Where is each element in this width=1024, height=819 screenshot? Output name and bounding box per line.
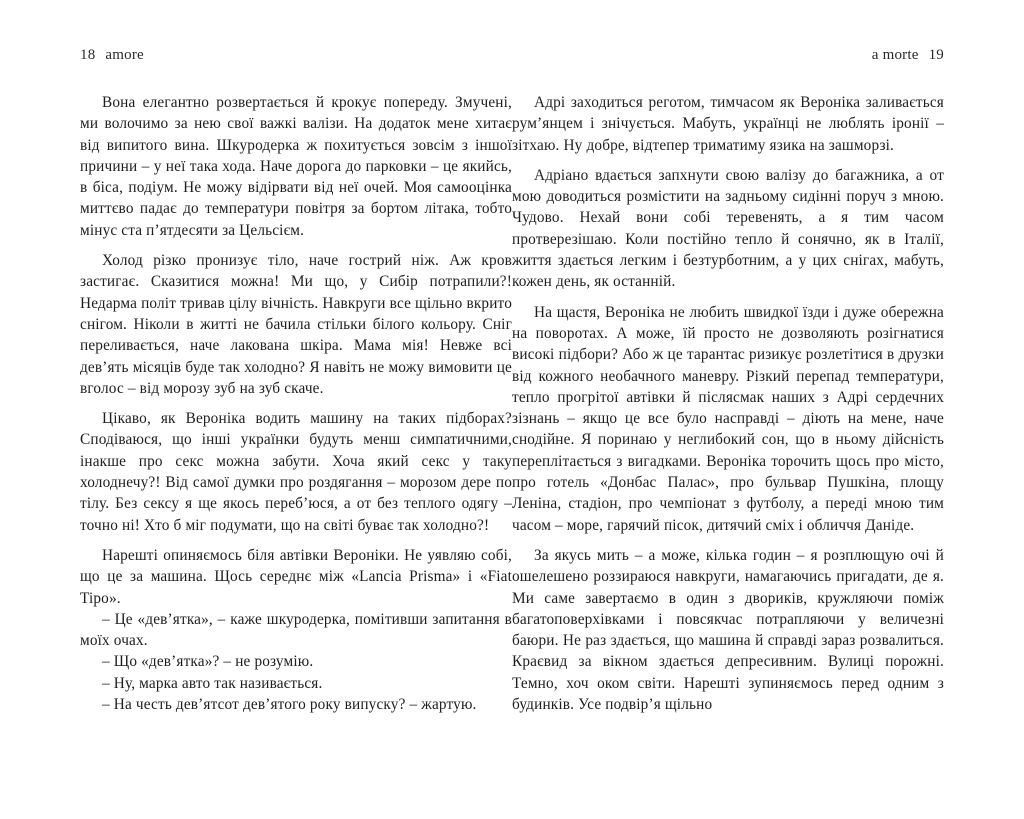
dialogue-line: – На честь дев’ятсот дев’ятого року випуску? – жартую. — [102, 696, 477, 714]
paragraph: Цікаво, як Вероніка водить машину на таких підборах? Сподіваюся, що інші українки будуть менш симпатичними, інакше про секс можна забути. Хоча який секс у таку холоднечу?! Від самої думки про роздягання – морозом дере по тілу. Без сексу я ще якось переб’юся, а от без теплого одягу – точно ні! Хто б міг подумати, що на світі буває так холодно?! — [80, 410, 512, 534]
right-page-number: 19 — [928, 47, 944, 63]
left-page — [80, 0, 512, 819]
dialogue-line: – Ну, марка авто так називається. — [102, 674, 323, 692]
left-running-head: amore — [105, 47, 144, 63]
left-page-text — [80, 92, 512, 715]
right-page-text — [512, 92, 944, 715]
paragraph: Нарешті опиняємось біля автівки Вероніки. Не уявляю собі, що це за машина. Щось середнє між «Lancia Prisma» і «Fiat Tipo». — [80, 546, 512, 607]
paragraph: Адріано вдається запхнути свою валізу до багажника, а от мою доводиться розмістити на задньому сидінні поруч з мною. Чудово. Нехай вони собі теревенять, а я тим часом протверезішаю. Коли постійно тепло й сонячно, як в Італії, життя здається легким і безтурботним, а у цих снігах, мабуть, кожен день, як останній. — [512, 166, 944, 291]
left-page-number: 18 — [80, 47, 96, 63]
paragraph: Холод різко пронизує тіло, наче гострий ніж. Аж кров застигає. Сказитися можна! Ми що, у Сибір потрапили?! Недарма політ тривав цілу вічність. Навкруги все щільно вкрито снігом. Ніколи в житті не бачила стільки білого кольору. Сніг переливається, наче лакована шкіра. Мама мія! Невже всі дев’ять місяців буде так холодно? Я навіть не можу вимовити це вголос – від морозу зуб на зуб скаче. — [80, 252, 512, 397]
paragraph: За якусь мить – а може, кілька годин – я розплющую очі й ошелешено роззираюся навкруги, намагаючись пригадати, де я. Ми саме завертаємо в один з двориків, кружляючи поміж багатоповерхівками і повсякчас потрапляючи у величезні баюри. Не раз здається, що машина й справді зараз розвалиться. Краєвид за вікном здається депресивним. Вулиці порожні. Темно, хоч оком світи. Нарешті зупиняємось перед одним з будинків. Усе подвір’я щільно — [512, 546, 944, 714]
right-page — [512, 0, 944, 819]
right-header — [872, 47, 944, 64]
paragraph: Вона елегантно розвертається й крокує попереду. Змучені, ми волочимо за нею свої важкі валізи. На додаток мене хитає від випитого вина. Шкуродерка ж похитується зовсім з іншої причини – у неї така хода. Наче дорога до парковки – це якийсь, в біса, подіум. Не можу відірвати від неї очей. Моя самооцінка миттєво падає до температури повітря за бортом літака, тобто мінус ста п’ятдесяти за Цельсієм. — [80, 94, 512, 239]
paragraph: Адрі заходиться реготом, тимчасом як Вероніка заливається рум’янцем і знічується. Мабуть, українці не люблять іронії – зітхаю. Ну добре, відтепер триматиму язика на зашморзі. — [512, 94, 944, 154]
right-running-head: a morte — [871, 47, 919, 63]
left-header — [80, 47, 144, 64]
paragraph: На щастя, Вероніка не любить швидкої їзди і дуже обережна на поворотах. А може, їй просто не дозволяють розігнатися високі підбори? Або ж це тарантас ризикує розлетітися в друзки від кожного необачного маневру. Різкий перепад температури, тепло прогрітої автівки й післясмак наших з Адрі сердечних зізнань – якщо це все було насправді – діють на мене, наче снодійне. Я поринаю у неглибокий сон, що в ньому дійсність переплітається з вигадками. Вероніка торочить щось про місто, про готель «Донбас Палас», про бульвар Пушкіна, площу Леніна, стадіон, про чемпіонат з футболу, а переді мною тим часом – море, гарячий пісок, дитячий сміх і обличчя Даніде. — [512, 303, 944, 534]
dialogue-line: – Це «дев’ятка», – каже шкуродерка, помітивши запитання в моїх очах. — [80, 610, 512, 650]
dialogue-line: – Що «дев’ятка»? – не розумію. — [102, 653, 314, 671]
